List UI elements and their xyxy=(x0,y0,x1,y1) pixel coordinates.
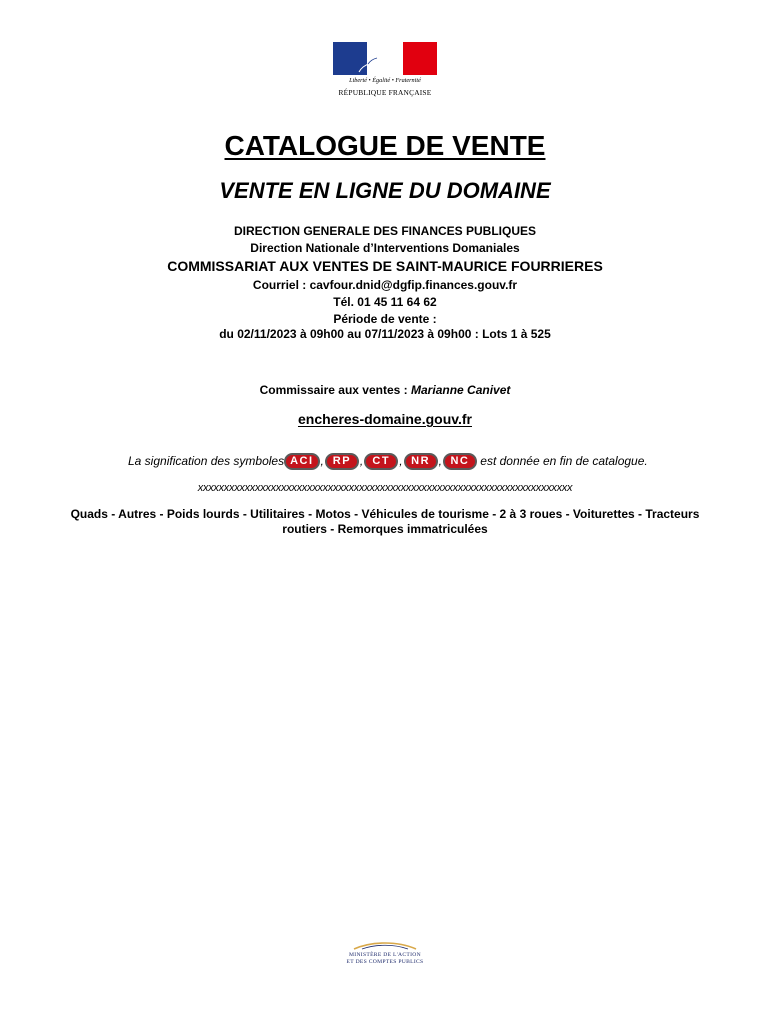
republique-francaise-logo xyxy=(333,42,437,100)
contact-email: Courriel : cavfour.dnid@dgfip.finances.gouv.fr xyxy=(252,278,518,292)
marianne-profile-icon xyxy=(347,46,411,76)
website-link[interactable]: encheres-domaine.gouv.fr xyxy=(297,411,472,427)
badge-nc: NC xyxy=(443,453,477,470)
symbols-legend: La signification des symboles ACI , RP , CT , NR , NC est donnée en fin de catalogue. xyxy=(128,454,648,468)
commissaire-label: Commissaire aux ventes : xyxy=(259,383,408,397)
commissaire-name: Marianne Canivet xyxy=(411,383,511,397)
vehicle-categories: Quads - Autres - Poids lourds - Utilitaires - Motos - Véhicules de tourisme - 2 à 3 roues - Voiturettes - Tracteurs routiers - Remorques immatriculées xyxy=(70,507,700,536)
contact-phone: Tél. 01 45 11 64 62 xyxy=(333,295,437,309)
direction-nationale: Direction Nationale d’Interventions Domaniales xyxy=(250,241,520,255)
commissariat-name: COMMISSARIAT AUX VENTES DE SAINT-MAURICE FOURRIERES xyxy=(167,258,603,274)
ministere-logo xyxy=(330,940,440,976)
badge-ct: CT xyxy=(364,453,398,470)
badge-aci: ACI xyxy=(284,453,319,470)
badge-rp: RP xyxy=(325,453,359,470)
commissaire-line xyxy=(0,383,770,397)
republic-motto: Liberté • Égalité • Fraternité xyxy=(349,77,421,84)
symbols-suffix: est donnée en fin de catalogue. xyxy=(480,454,648,468)
badge-nr: NR xyxy=(404,453,438,470)
ministere-name: MINISTÈRE DE L'ACTION ET DES COMPTES PUBLICS xyxy=(346,952,424,965)
sale-period-label: Période de vente : xyxy=(333,312,437,326)
ministere-arc-icon xyxy=(352,940,418,950)
page-title: CATALOGUE DE VENTE xyxy=(224,130,546,161)
separator-line: xxxxxxxxxxxxxxxxxxxxxxxxxxxxxxxxxxxxxxxxxxxxxxxxxxxxxxxxxxxxxxxxxxxxxxxx xyxy=(197,482,573,494)
direction-generale: DIRECTION GENERALE DES FINANCES PUBLIQUES xyxy=(233,224,537,238)
republic-name: RÉPUBLIQUE FRANÇAISE xyxy=(338,88,432,97)
page-subtitle: VENTE EN LIGNE DU DOMAINE xyxy=(219,178,551,203)
symbols-prefix: La signification des symboles xyxy=(128,454,285,468)
sale-period-dates: du 02/11/2023 à 09h00 au 07/11/2023 à 09h00 : Lots 1 à 525 xyxy=(219,327,551,341)
